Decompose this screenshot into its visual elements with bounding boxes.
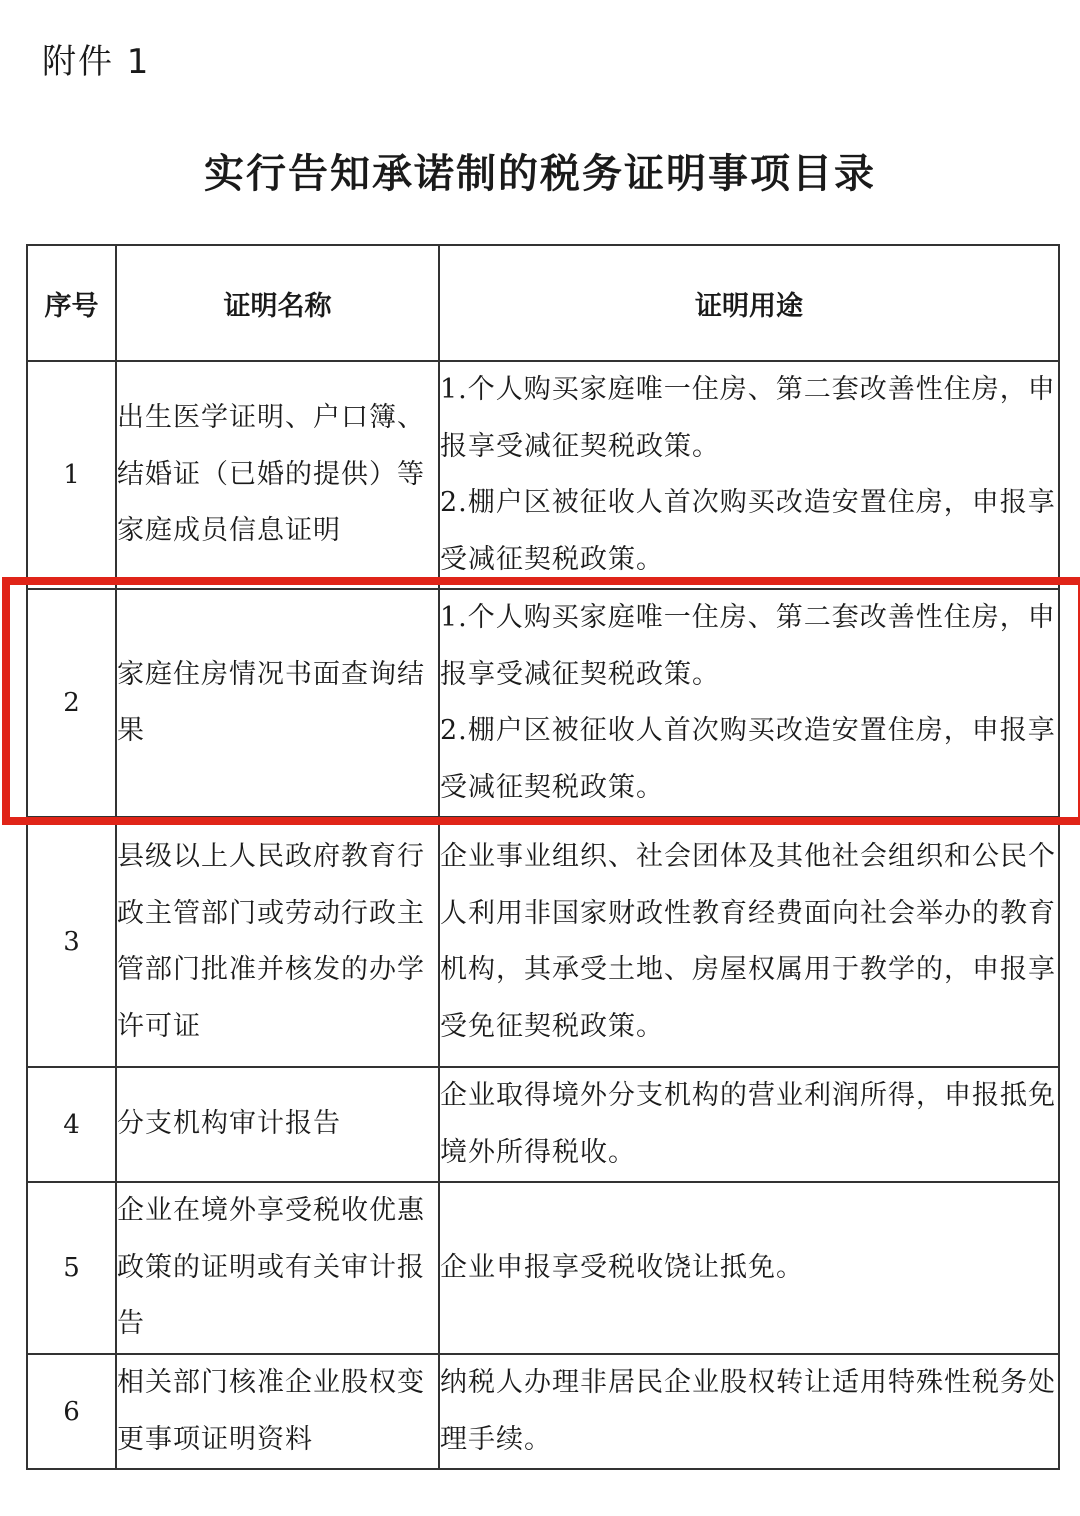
- row-certificate-purpose: [439, 1067, 1059, 1182]
- purpose-item: 1.个人购买家庭唯一住房、第二套改善性住房，申报享受减征契税政策。: [440, 374, 1056, 462]
- certificate-catalog-table: [26, 244, 1060, 1470]
- row-certificate-purpose: [439, 1182, 1059, 1354]
- table-row: [27, 1182, 1059, 1354]
- row-certificate-name: 出生医学证明、户口簿、结婚证（已婚的提供）等家庭成员信息证明: [116, 361, 439, 589]
- table-header-row: [27, 245, 1059, 361]
- table-row: [27, 361, 1059, 589]
- row-certificate-name: 相关部门核准企业股权变更事项证明资料: [116, 1354, 439, 1469]
- purpose-item: 企业事业组织、社会团体及其他社会组织和公民个人利用非国家财政性教育经费面向社会举办的教育机构，其承受土地、房屋权属用于教学的，申报享受免征契税政策。: [440, 841, 1056, 1042]
- row-certificate-name: 企业在境外享受税收优惠政策的证明或有关审计报告: [116, 1182, 439, 1354]
- table-row: [27, 589, 1059, 817]
- row-certificate-name: 县级以上人民政府教育行政主管部门或劳动行政主管部门批准并核发的办学许可证: [116, 817, 439, 1067]
- row-serial-number: 3: [27, 817, 116, 1067]
- row-certificate-purpose: [439, 361, 1059, 589]
- purpose-item: 纳税人办理非居民企业股权转让适用特殊性税务处理手续。: [440, 1367, 1056, 1455]
- row-serial-number: 1: [27, 361, 116, 589]
- row-certificate-purpose: [439, 589, 1059, 817]
- header-certificate-purpose: 证明用途: [439, 245, 1059, 361]
- header-certificate-name: 证明名称: [116, 245, 439, 361]
- row-serial-number: 2: [27, 589, 116, 817]
- purpose-item: 2.棚户区被征收人首次购买改造安置住房，申报享受减征契税政策。: [440, 715, 1056, 803]
- row-certificate-purpose: [439, 817, 1059, 1067]
- table-row: [27, 817, 1059, 1067]
- header-serial-number: 序号: [27, 245, 116, 361]
- row-certificate-name: 分支机构审计报告: [116, 1067, 439, 1182]
- attachment-label: 附件 1: [42, 42, 151, 82]
- row-serial-number: 6: [27, 1354, 116, 1469]
- table-row: [27, 1067, 1059, 1182]
- row-serial-number: 5: [27, 1182, 116, 1354]
- table-row: [27, 1354, 1059, 1469]
- row-certificate-name: 家庭住房情况书面查询结果: [116, 589, 439, 817]
- purpose-item: 2.棚户区被征收人首次购买改造安置住房，申报享受减征契税政策。: [440, 487, 1056, 575]
- purpose-item: 1.个人购买家庭唯一住房、第二套改善性住房，申报享受减征契税政策。: [440, 602, 1056, 690]
- purpose-item: 企业取得境外分支机构的营业利润所得，申报抵免境外所得税收。: [440, 1080, 1056, 1168]
- document-title: 实行告知承诺制的税务证明事项目录: [204, 151, 876, 197]
- purpose-item: 企业申报享受税收饶让抵免。: [440, 1251, 804, 1283]
- row-certificate-purpose: [439, 1354, 1059, 1469]
- row-serial-number: 4: [27, 1067, 116, 1182]
